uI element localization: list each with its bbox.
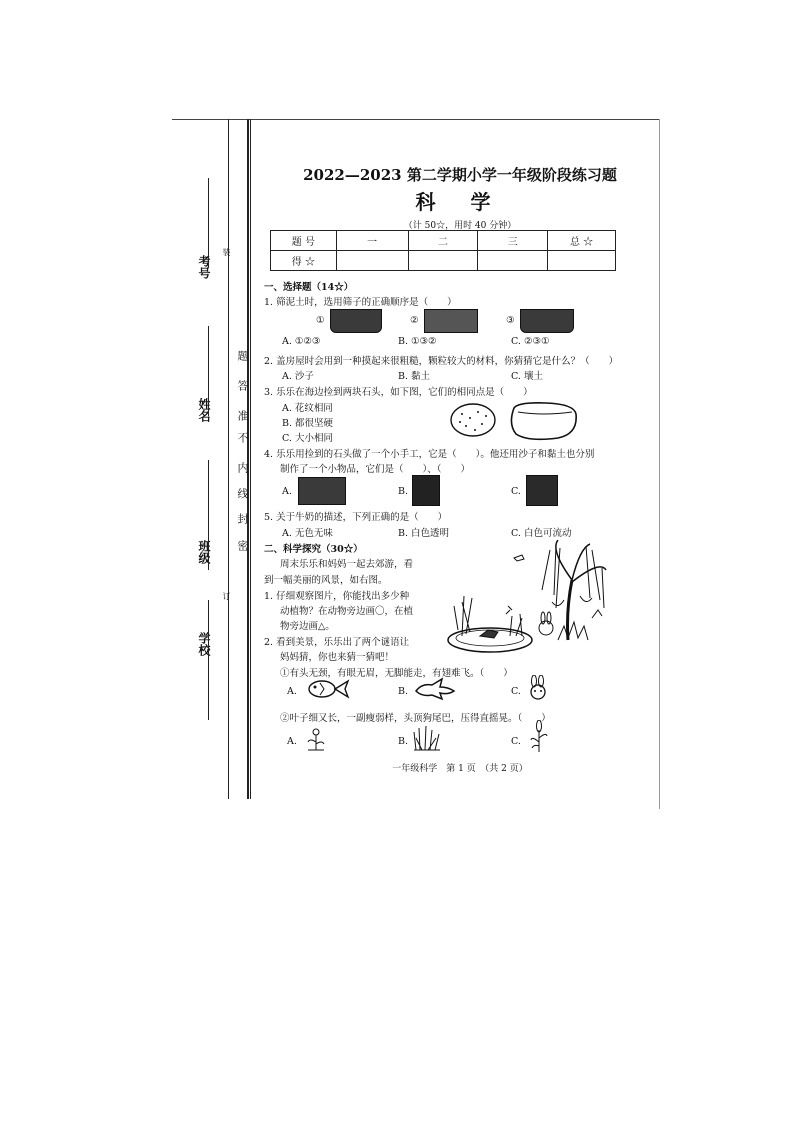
binding-line — [247, 119, 249, 799]
option[interactable]: A. 花纹相同 — [282, 403, 333, 414]
q1-mark: ③ — [506, 315, 515, 326]
option[interactable]: B. — [398, 736, 409, 747]
page-right-border — [659, 119, 660, 809]
score-row-label: 得 ☆ — [271, 251, 337, 271]
option[interactable]: A. 无色无味 — [282, 528, 333, 539]
option[interactable]: B. — [398, 686, 409, 697]
option[interactable]: B. — [398, 486, 409, 497]
section2-intro: 周末乐乐和妈妈一起去郊游，看 — [280, 559, 414, 570]
option[interactable]: B. 黏土 — [398, 371, 431, 382]
q3-stem: 3. 乐乐在海边捡到两块石头，如下图，它们的相同点是（ ） — [264, 387, 533, 398]
s2-q1-line: 动植物？在动物旁边画〇，在植 — [280, 606, 414, 617]
binding-line — [228, 119, 229, 799]
warning-char: 密 — [236, 540, 249, 551]
s2-q2-line: 妈妈猜，你也来猜一猜吧！ — [280, 652, 395, 663]
class-blank[interactable] — [208, 460, 209, 570]
flower-plant-icon — [302, 726, 330, 752]
q1-mark: ① — [316, 315, 325, 326]
q4-stem: 制作了一个小物品，它们是（ ）、（ ） — [280, 464, 471, 475]
name-blank[interactable] — [208, 326, 209, 416]
label-class: 班级 — [197, 540, 211, 564]
subject-title: 科 学 — [415, 190, 505, 214]
score-header-cell: 二 — [408, 231, 478, 251]
page-title: 2022—2023 第二学期小学一年级阶段练习题 — [303, 166, 617, 184]
option[interactable]: A. 沙子 — [282, 371, 314, 382]
riddle-2: ②叶子细又长，一副瘦弱样，头顶狗尾巴，压得直摇晃。（ ） — [280, 713, 551, 724]
rabbit-icon — [526, 675, 550, 701]
warning-char: 不 — [236, 432, 249, 443]
warning-char: 答 — [236, 380, 249, 391]
option[interactable]: C. — [511, 486, 521, 497]
option[interactable]: C. — [511, 736, 521, 747]
stone-craft-photo — [298, 477, 346, 505]
page-top-border — [172, 119, 660, 120]
score-header-cell: 一 — [336, 231, 408, 251]
score-table — [270, 230, 616, 271]
q5-stem: 5. 关于牛奶的描述，下列正确的是（ ） — [264, 512, 448, 523]
s2-q1-line: 1. 仔细观察图片，你能找出多少种 — [264, 591, 410, 602]
option[interactable]: C. 白色可流动 — [511, 528, 572, 539]
option[interactable]: B. 都很坚硬 — [282, 418, 334, 429]
option[interactable]: C. — [511, 686, 521, 697]
option[interactable]: A. ①②③ — [282, 336, 321, 347]
score-cell[interactable] — [408, 251, 478, 271]
section2-heading: 二、科学探究（30☆） — [264, 544, 363, 555]
label-name: 姓名 — [197, 398, 211, 422]
riddle-1: ①有头无颈，有眼无眉，无脚能走，有翅难飞。（ ） — [280, 668, 513, 679]
sieve-photo — [520, 309, 574, 333]
binding-line — [250, 119, 251, 799]
sieve-photo — [424, 309, 478, 333]
label-school: 学校 — [197, 632, 211, 656]
s2-q1-line: 物旁边画△。 — [280, 621, 335, 632]
option[interactable]: C. 壤土 — [511, 371, 543, 382]
binding-mark: 订 — [222, 592, 231, 600]
score-cell[interactable] — [478, 251, 548, 271]
q2-stem: 2. 盖房屋时会用到一种摸起来很粗糙，颗粒较大的材料，你猜猜它是什么？（ ） — [264, 356, 619, 367]
warning-char: 内 — [236, 462, 249, 473]
option[interactable]: B. ①③② — [398, 336, 437, 347]
option[interactable]: A. — [282, 486, 292, 497]
score-header-cell: 三 — [478, 231, 548, 251]
exam-meta: （计 50☆，用时 40 分钟） — [403, 221, 517, 231]
section2-intro: 到一幅美丽的风景，如右图。 — [264, 575, 388, 586]
option[interactable]: A. — [287, 736, 297, 747]
school-blank[interactable] — [208, 600, 209, 720]
label-exam-number: 考号 — [197, 255, 211, 279]
option[interactable]: C. 大小相同 — [282, 433, 333, 444]
landscape-illustration — [440, 540, 620, 670]
exam-number-blank[interactable] — [208, 178, 209, 268]
binding-mark: 装 — [222, 248, 231, 256]
warning-char: 准 — [236, 410, 249, 421]
option[interactable]: A. — [287, 686, 297, 697]
warning-char: 线 — [236, 488, 249, 499]
stones-illustration — [448, 400, 580, 442]
foxtail-grass-icon — [528, 720, 550, 754]
option[interactable]: C. ②③① — [511, 336, 550, 347]
q4-stem: 4. 乐乐用捡到的石头做了一个小手工，它是（ ）。他还用沙子和黏土也分别 — [264, 449, 595, 460]
warning-char: 题 — [236, 350, 249, 361]
grass-icon — [412, 724, 442, 752]
score-cell[interactable] — [336, 251, 408, 271]
warning-char: 封 — [236, 513, 249, 524]
sieve-photo — [330, 309, 382, 333]
bird-icon — [412, 677, 458, 701]
fish-icon — [304, 677, 352, 701]
q1-stem: 1. 筛泥土时，选用筛子的正确顺序是（ ） — [264, 297, 457, 308]
q1-mark: ② — [410, 315, 419, 326]
s2-q2-line: 2. 看到美景，乐乐出了两个谜语让 — [264, 637, 410, 648]
score-cell[interactable] — [548, 251, 616, 271]
section1-heading: 一、选择题（14☆） — [264, 282, 354, 293]
score-header-cell: 题 号 — [271, 231, 337, 251]
clay-craft-photo — [526, 475, 558, 506]
option[interactable]: B. 白色透明 — [398, 528, 450, 539]
page-footer: 一年级科学 第 1 页 （共 2 页） — [392, 764, 528, 774]
score-header-cell: 总 ☆ — [548, 231, 616, 251]
sand-craft-photo — [412, 475, 440, 506]
